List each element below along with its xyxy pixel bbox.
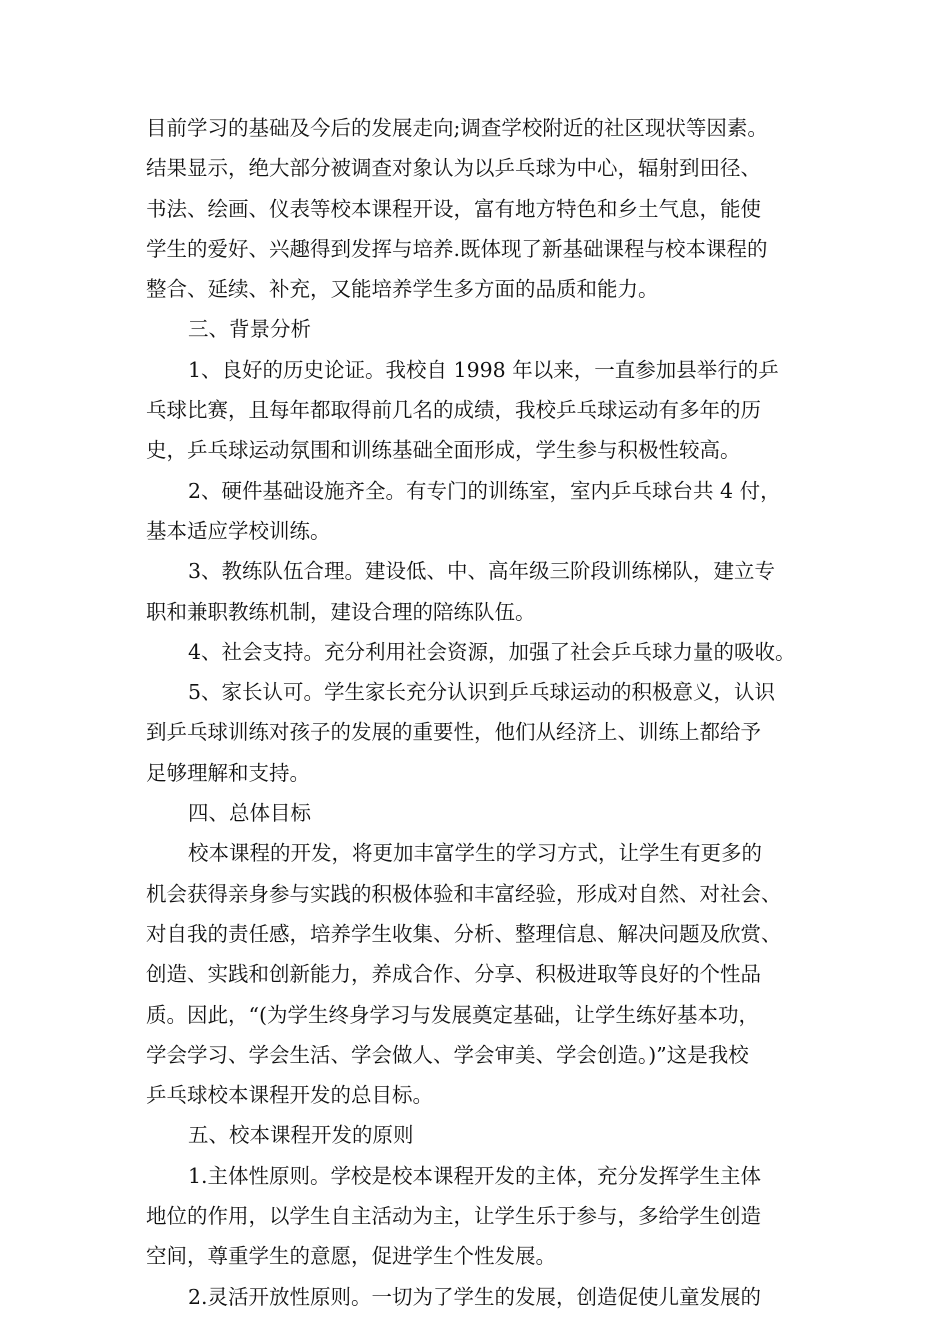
text-line: 史，乒乓球运动氛围和训练基础全面形成，学生参与积极性较高。 [146,438,741,463]
text-line: 地位的作用，以学生自主活动为主，让学生乐于参与，多给学生创造 [146,1204,761,1229]
text-line: 3、教练队伍合理。建设低、中、高年级三阶段训练梯队，建立专 [188,559,776,584]
text-line: 五、校本课程开发的原则 [188,1123,414,1148]
text-line: 对自我的责任感，培养学生收集、分析、整理信息、解决问题及欣赏、 [146,921,782,946]
text-line: 质。因此，“(为学生终身学习与发展奠定基础，让学生练好基本功， [146,1002,759,1027]
text-line: 足够理解和支持。 [146,760,310,785]
text-line: 职和兼职教练机制，建设合理的陪练队伍。 [146,599,536,624]
text-line: 书法、绘画、仪表等校本课程开设，富有地方特色和乡土气息，能使 [146,196,761,221]
text-line: 四、总体目标 [188,801,311,826]
text-line: 乒乓球校本课程开发的总目标。 [146,1083,433,1108]
text-line: 1、良好的历史论证。我校自 1998 年以来，一直参加县举行的乒 [188,357,779,382]
text-line: 目前学习的基础及今后的发展走向;调查学校附近的社区现状等因素。 [146,116,768,140]
text-line: 乓球比赛，且每年都取得前几名的成绩，我校乒乓球运动有多年的历 [146,398,761,423]
text-line: 4、社会支持。充分利用社会资源，加强了社会乒乓球力量的吸收。 [188,639,796,664]
document-body [146,108,814,1317]
text-line: 创造、实践和创新能力，养成合作、分享、积极进取等良好的个性品 [146,962,761,987]
text-line: 2.灵活开放性原则。一切为了学生的发展，创造促使儿童发展的 [188,1284,762,1309]
text-line: 5、家长认可。学生家长充分认识到乒乓球运动的积极意义，认识 [188,680,776,705]
text-line: 学会学习、学会生活、学会做人、学会审美、学会创造。)”这是我校 [146,1042,749,1067]
text-line: 2、硬件基础设施齐全。有专门的训练室，室内乒乓球台共 4 付， [188,478,781,503]
text-line: 基本适应学校训练。 [146,518,331,543]
text-line: 结果显示，绝大部分被调查对象认为以乒乓球为中心，辐射到田径、 [146,156,761,181]
text-line: 整合、延续、补充，又能培养学生多方面的品质和能力。 [146,277,659,302]
text-line: 到乒乓球训练对孩子的发展的重要性，他们从经济上、训练上都给予 [146,720,761,745]
text-line: 空间，尊重学生的意愿，促进学生个性发展。 [146,1244,556,1269]
text-line: 机会获得亲身参与实践的积极体验和丰富经验，形成对自然、对社会、 [146,881,782,906]
text-line: 学生的爱好、兴趣得到发挥与培养.既体现了新基础课程与校本课程的 [146,236,768,261]
text-line: 三、背景分析 [188,317,311,342]
text-line: 校本课程的开发，将更加丰富学生的学习方式，让学生有更多的 [188,841,762,866]
text-line: 1.主体性原则。学校是校本课程开发的主体，充分发挥学生主体 [188,1163,762,1188]
